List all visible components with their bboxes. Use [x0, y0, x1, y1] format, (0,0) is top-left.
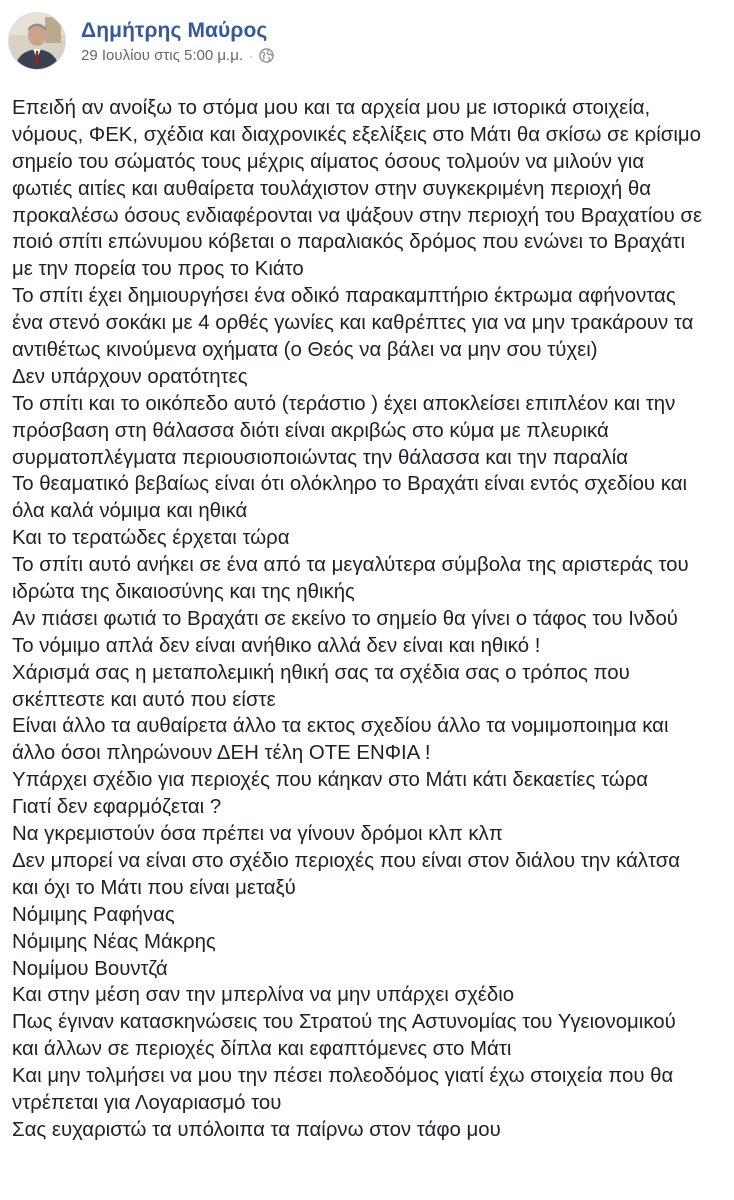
post-text-line: Σας ευχαριστώ τα υπόλοιπα τα παίρνω στον τάφο μου — [12, 1118, 501, 1141]
post-text-line: ποιό σπίτι επώνυμου κόβεται ο παραλιακός δρόμος που ενώνει το Βραχάτι — [12, 231, 686, 254]
post-text-line: πρόσβαση στη θάλασσα διότι είναι ακριβώς στο κύμα με πλευρικά — [12, 419, 609, 442]
post-subline — [81, 47, 274, 65]
post-text-line: Νόμιμης Νέας Μάκρης — [12, 930, 216, 953]
post-text-line: Και το τερατώδες έρχεται τώρα — [12, 527, 290, 550]
post-text-line: Το σπίτι αυτό ανήκει σε ένα από τα μεγαλύτερα σύμβολα της αριστεράς του — [12, 554, 689, 577]
post-text-line: με την πορεία του προς το Κιάτο — [12, 258, 304, 281]
post-text-line: Υπάρχει σχέδιο για περιοχές που κάηκαν στο Μάτι κάτι δεκαετίες τώρα — [12, 769, 649, 792]
post-text-line: συρματοπλέγματα περιουσιοποιώντας την θάλασσα και την παραλία — [12, 446, 629, 469]
post-text-line: Το νόμιμο απλά δεν είναι ανήθικο αλλά δεν είναι και ηθικό ! — [12, 634, 541, 657]
post-text-line: άλλο όσοι πληρώνουν ΔΕΗ τέλη ΟΤΕ ΕΝΦΙΑ ! — [12, 742, 431, 765]
post-text-line: Γιατί δεν εφαρμόζεται ? — [12, 796, 222, 819]
post-text-line: Επειδή αν ανοίξω το στόμα μου και τα αρχεία μου με ιστορικά στοιχεία, — [12, 97, 651, 119]
post-text-line: ένα στενό σοκάκι με 4 ορθές γωνίες και καθρέπτες για να μην τρακάρουν τα — [12, 312, 694, 335]
post-text-line: Δεν υπάρχουν ορατότητες — [12, 365, 248, 388]
post-text-line: ιδρώτα της δικαιοσύνης και της ηθικής — [12, 581, 355, 604]
post-text-line: Νομίμου Βουντζά — [12, 957, 168, 980]
profile-photo-icon — [9, 13, 65, 69]
post-text-line: Το σπίτι έχει δημιουργήσει ένα οδικό παρακαμπτήριο έκτρωμα αφήνοντας — [12, 285, 676, 308]
post-text-line: Να γκρεμιστούν όσα πρέπει να γίνουν δρόμοι κλπ κλπ — [12, 823, 503, 846]
post-text-line: νόμους, ΦΕΚ, σχέδια και διαχρονικές εξελίξεις στο Μάτι θα σκίσω σε κρίσιμο — [12, 123, 701, 146]
post-text-line: φωτιές αιτίες και αυθαίρετα τουλάχιστον στην συγκεκριμένη περιοχή θα — [12, 177, 651, 200]
post-text-line: Αν πιάσει φωτιά το Βραχάτι σε εκείνο το σημείο θα γίνει ο τάφος του Ινδού — [12, 607, 678, 630]
post-text-line: Και μην τολμήσει να μου την πέσει πολεοδόμος γιατί έχω στοιχεία που θα — [12, 1065, 674, 1088]
post-text — [12, 95, 728, 1144]
post-meta — [81, 18, 274, 65]
post-text-line: όλα καλά νόμιμα και ηθικά — [12, 500, 248, 523]
post-text-line: Πως έγιναν κατασκηνώσεις του Στρατού της Αστυνομίας του Υγειονομικού — [12, 1011, 676, 1034]
post-text-line: Και στην μέση σαν την μπερλίνα να μην υπάρχει σχέδιο — [12, 984, 515, 1007]
post-text-line: Χάρισμά σας η μεταπολεμική ηθική σας τα σχέδια σας ο τρόπος που — [12, 661, 630, 684]
post-text-line: και όχι το Μάτι που είναι μεταξύ — [12, 876, 296, 899]
post-text-line: ντρέπεται για Λογαριασμό του — [12, 1091, 282, 1114]
author-avatar[interactable] — [8, 12, 66, 70]
post-header — [8, 14, 274, 68]
post-text-line: σημείο του σώματός τους μέχρις αίματος όσους τολμούν να μιλούν για — [12, 150, 645, 173]
post-text-line: προκαλέσω όσους ενδιαφέρονται να ψάξουν στην περιοχή του Βραχατίου σε — [12, 204, 703, 227]
meta-separator: · — [249, 48, 254, 63]
post-text-line: Δεν μπορεί να είναι στο σχέδιο περιοχές που είναι στον διάλου την κάλτσα — [12, 849, 681, 872]
post-text-line: και άλλων σε περιοχές δίπλα και εφαπτόμενες στο Μάτι — [12, 1038, 512, 1061]
post-text-line: αντιθέτως κινούμενα οχήματα (ο Θεός να βάλει να μην σου τύχει) — [12, 339, 598, 362]
post-text-line: Είναι άλλο τα αυθαίρετα άλλο τα εκτος σχεδίου άλλο τα νομιμοποιημα και — [12, 715, 669, 738]
post-text-line: Το σπίτι και το οικόπεδο αυτό (τεράστιο ) έχει αποκλείσει επιπλέον και την — [12, 392, 676, 415]
post-text-line: Νόμιμης Ραφήνας — [12, 903, 175, 926]
post-text-line: Το θεαματικό βεβαίως είναι ότι ολόκληρο το Βραχάτι είναι εντός σχεδίου και — [12, 473, 688, 496]
post-timestamp[interactable]: 29 Ιουλίου στις 5:00 μ.μ. — [81, 46, 244, 64]
author-name[interactable]: Δημήτρης Μαύρος — [81, 18, 268, 42]
globe-icon[interactable] — [259, 48, 274, 63]
post-text-line: σκέπτεστε και αυτό που είστε — [12, 688, 276, 711]
